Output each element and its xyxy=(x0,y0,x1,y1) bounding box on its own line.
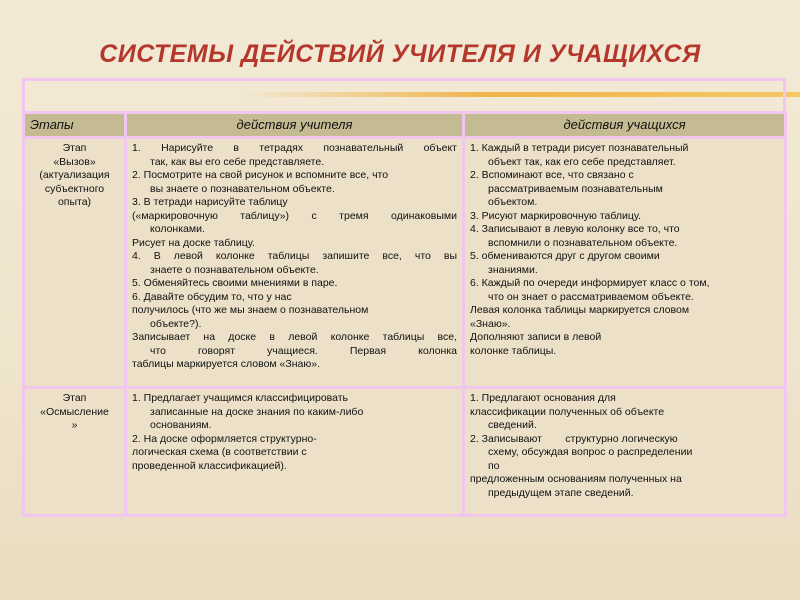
text-line: 3. В тетради нарисуйте таблицу xyxy=(132,196,288,208)
page-title: СИСТЕМЫ ДЕЙСТВИЙ УЧИТЕЛЯ И УЧАЩИХСЯ xyxy=(99,40,701,68)
text-line: знаете о познавательном объекте. xyxy=(150,263,319,276)
table-header-row xyxy=(24,113,786,138)
stage-line: (актуализация xyxy=(39,169,110,181)
text-line: Записывает на доске в левой колонке таблицы все, xyxy=(132,331,457,343)
text-line: схему, обсуждая вопрос о распределении xyxy=(488,446,693,458)
text-line: предыдущем этапе сведений. xyxy=(488,486,634,499)
text-line: Рисует на доске таблицу. xyxy=(132,236,255,249)
text-line: 2. Записывают структурно логическую xyxy=(470,432,678,445)
header-students: действия учащихся xyxy=(464,113,786,138)
text-line: колонке таблицы. xyxy=(470,344,557,357)
text-line: что говорят учащиеся. Первая колонка xyxy=(150,344,457,357)
text-line: знаниями. xyxy=(488,263,538,276)
text-line: рассматриваемым познавательным xyxy=(488,182,663,195)
text-line: 5. обмениваются друг с другом своими xyxy=(470,250,660,262)
text-line: Левая колонка таблицы маркируется словом xyxy=(470,304,690,316)
text-line: получилось (что же мы знаем о познавательном xyxy=(132,304,369,316)
text-line: что он знает о рассматриваемом объекте. xyxy=(488,290,694,303)
text-line: 1. Предлагают основания для xyxy=(470,392,616,404)
text-line: объекте?). xyxy=(150,317,202,330)
text-line: «Знаю». xyxy=(470,317,511,330)
text-line: логическая схема (в соответствии с xyxy=(132,446,307,458)
text-line: 5. Обменяйтесь своими мнениями в паре. xyxy=(132,277,338,289)
text-line: 6. Давайте обсудим то, что у нас xyxy=(132,290,292,303)
text-line: проведенной классификацией). xyxy=(132,459,287,472)
stage-line: «Осмысление xyxy=(40,405,109,418)
text-line: объектом. xyxy=(488,196,538,208)
stage-line: опыта) xyxy=(57,196,92,208)
stage-cell-comprehension xyxy=(24,388,126,516)
text-line: классификации полученных об объекте xyxy=(470,405,665,418)
table-top-frame xyxy=(22,78,786,114)
text-line: объект так, как его себе представляет. xyxy=(488,155,676,168)
text-line: 1. Предлагает учащимся классифицировать xyxy=(132,392,349,404)
stage-line: «Вызов» xyxy=(53,155,96,168)
text-line: колонками. xyxy=(150,223,205,235)
text-line: 2. Посмотрите на свой рисунок и вспомните все, что xyxy=(132,169,389,181)
text-line: вспомнили о познавательном объекте. xyxy=(488,236,678,249)
text-line: 1. Нарисуйте в тетрадях познавательный объект xyxy=(132,142,457,154)
actions-table xyxy=(22,111,787,517)
header-stages: Этапы xyxy=(24,113,126,138)
text-line: 4. В левой колонке таблицы запишите все, что вы xyxy=(132,250,457,262)
text-line: записанные на доске знания по каким-либо xyxy=(150,405,364,418)
text-line: по xyxy=(488,459,500,472)
stage-line: субъектного xyxy=(44,182,105,195)
stage-line: Этап xyxy=(62,142,87,154)
text-line: 4. Записывают в левую колонку все то, что xyxy=(470,223,680,235)
text-line: 3. Рисуют маркировочную таблицу. xyxy=(470,209,642,222)
stage-line: » xyxy=(71,419,78,431)
student-actions-comprehension xyxy=(464,388,786,516)
text-line: («маркировочную таблицу») с тремя одинаковыми xyxy=(132,209,457,222)
text-line: основаниям. xyxy=(150,419,212,431)
text-line: вы знаете о познавательном объекте. xyxy=(150,182,335,195)
text-line: сведений. xyxy=(488,419,537,431)
text-line: таблицы маркируется словом «Знаю». xyxy=(132,358,321,370)
student-actions-challenge xyxy=(464,138,786,388)
header-teacher: действия учителя xyxy=(126,113,464,138)
table-row-comprehension xyxy=(24,388,786,516)
text-line: так, как вы его себе представляете. xyxy=(150,155,325,168)
table-row-challenge xyxy=(24,138,786,388)
text-line: 2. Вспоминают все, что связано с xyxy=(470,169,634,181)
text-line: 1. Каждый в тетради рисует познавательный xyxy=(470,142,689,154)
teacher-actions-challenge xyxy=(126,138,464,388)
text-line: 6. Каждый по очереди информирует класс о том, xyxy=(470,277,710,289)
text-line: 2. На доске оформляется структурно- xyxy=(132,432,317,445)
text-line: предложенным основаниям полученных на xyxy=(470,473,682,485)
teacher-actions-comprehension xyxy=(126,388,464,516)
text-line: Дополняют записи в левой xyxy=(470,331,602,343)
stage-line: Этап xyxy=(62,392,87,404)
stage-cell-challenge xyxy=(24,138,126,388)
